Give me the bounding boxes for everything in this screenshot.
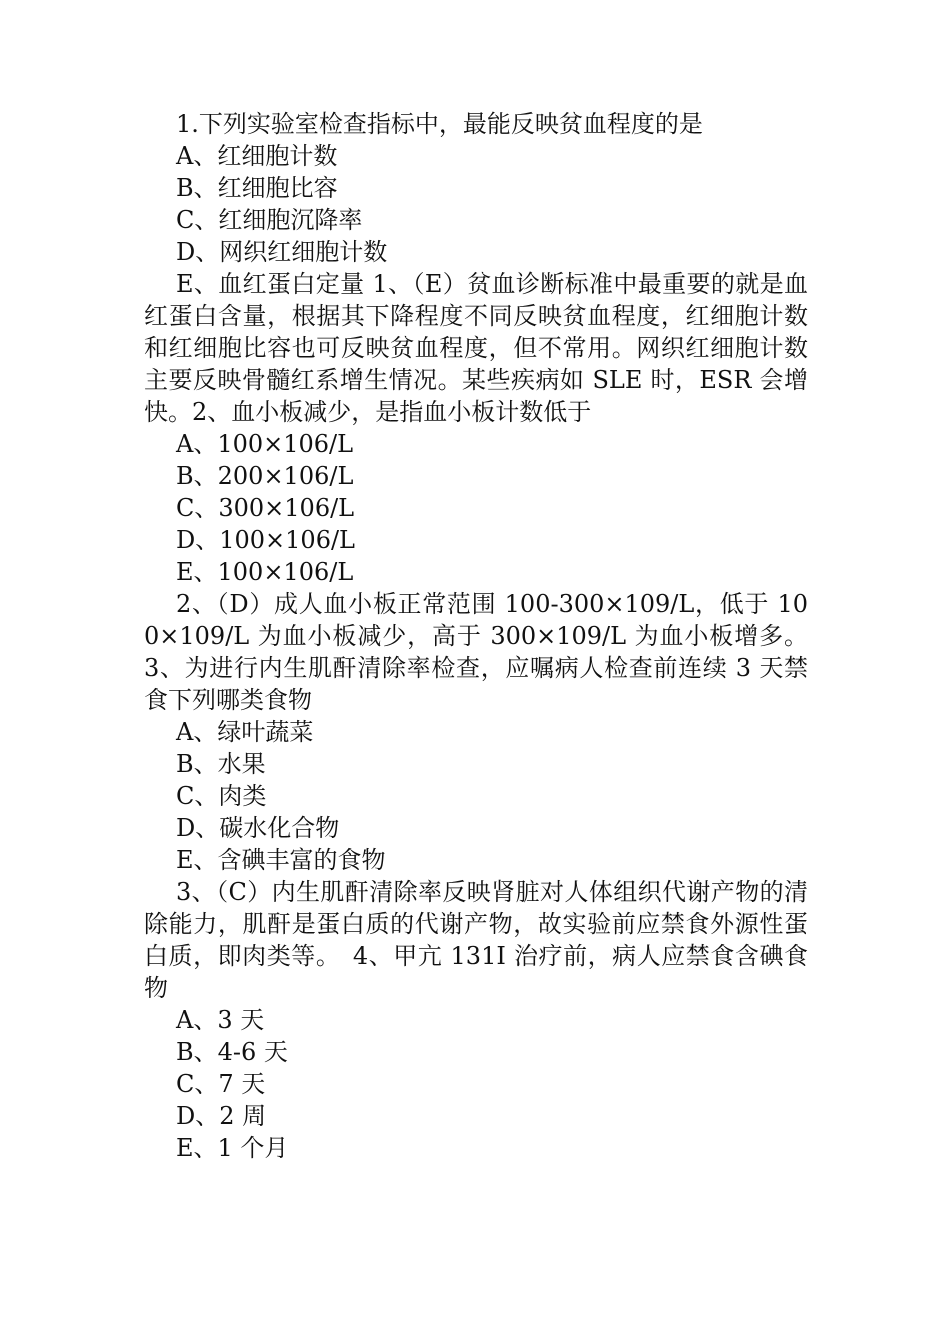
question-4-option-e: E、1 个月 [176,1134,289,1162]
question-1-option-a: A、红细胞计数 [176,142,338,170]
question-4-option-d: D、2 周 [176,1102,267,1130]
question-2-option-e: E、100×106/L [176,558,354,586]
question-1-option-e-and-answer-1-question-2-stem: E、血红蛋白定量 1、（E）贫血诊断标准中最重要的就是血红蛋白含量，根据其下降程度不同反映贫血程度，红细胞计数和红细胞比容也可反映贫血程度，但不常用。网织红细胞计数主要反映骨髓红系增生情况。某些疾病如 SLE 时，ESR 会增快。2、血小板减少，是指血小板计数低于 [144,270,808,426]
question-1-option-b: B、红细胞比容 [176,174,338,202]
question-3-option-d: D、碳水化合物 [176,814,340,842]
question-2-option-d: D、100×106/L [176,526,355,554]
question-3-option-b: B、水果 [176,750,266,778]
answer-3-and-question-4-stem: 3、（C）内生肌酐清除率反映肾脏对人体组织代谢产物的清除能力，肌酐是蛋白质的代谢产物，故实验前应禁食外源性蛋白质，即肉类等。 4、甲亢 131I 治疗前，病人应禁食含碘食物 [144,878,808,1002]
question-2-option-c: C、300×106/L [176,494,355,522]
question-3-option-e: E、含碘丰富的食物 [176,846,386,874]
question-2-option-a: A、100×106/L [176,430,354,458]
question-4-option-b: B、4-6 天 [176,1038,288,1066]
question-4-option-a: A、3 天 [176,1006,265,1034]
question-4-option-c: C、7 天 [176,1070,266,1098]
document-body [144,108,808,1164]
question-3-option-a: A、绿叶蔬菜 [176,718,314,746]
question-1-option-c: C、红细胞沉降率 [176,206,363,234]
question-3-option-c: C、肉类 [176,782,267,810]
question-2-option-b: B、200×106/L [176,462,354,490]
question-1-stem: 1.下列实验室检查指标中，最能反映贫血程度的是 [176,110,703,138]
question-1-option-d: D、网织红细胞计数 [176,238,388,266]
answer-2-and-question-3-stem: 2、（D）成人血小板正常范围 100-300×109/L，低于 100×109/L 为血小板减少，高于 300×109/L 为血小板增多。3、为进行内生肌酐清除率检查，应嘱病人检查前连续 3 天禁食下列哪类食物 [144,590,808,714]
